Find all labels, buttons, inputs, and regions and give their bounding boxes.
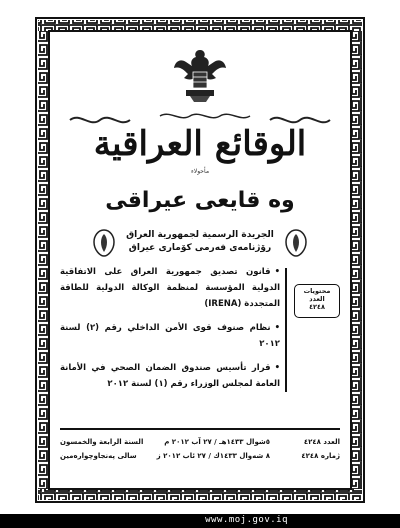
footer-divider (60, 428, 340, 430)
gazette-title-kurdish: وه قايعى عيراقى (105, 188, 295, 213)
contents-label-issue: العدد (309, 295, 325, 303)
contents-item: •قانون تصديق جمهورية العراق على الاتفاقية الدولية المؤسسة لمنظمة الوكالة الدولية للطاقة المتجددة (IRENA) (60, 264, 280, 312)
left-medallion-icon (90, 228, 118, 258)
bullet-icon: • (274, 267, 280, 277)
contents-item: •نظام صنوف قوى الأمن الداخلي رقم (٢) لسنة ٢٠١٢ (60, 320, 280, 352)
bullet-icon: • (274, 323, 281, 333)
issue-year-ku: سالی پەنجاوچوارەمین (60, 452, 137, 460)
source-url-bar (0, 514, 400, 528)
iraq-eagle-emblem-icon (172, 44, 228, 106)
subtitle-kurdish: رۆژنامەی فەرمی کۆماری عیراق (128, 243, 272, 253)
issue-number-ku: ژمارە ٤٢٤٨ (301, 452, 340, 460)
contents-item: •قرار تأسيس صندوق الضمان الصحي في الأمانة العامة لمجلس الوزراء رقم (١) لسنة ٢٠١٢ (60, 360, 280, 392)
contents-list (60, 264, 280, 396)
issue-year-ar: السنة الرابعة والخمسون (60, 438, 144, 446)
issue-number-ar: العدد ٤٢٤٨ (303, 438, 340, 446)
contents-label-title: محتويات (303, 287, 331, 295)
title-signature: مأحولاء (190, 168, 210, 175)
bullet-icon: • (274, 363, 280, 373)
gazette-title-arabic: الوقائع العراقية (93, 124, 307, 164)
subtitle-arabic: الجريدة الرسمية لجمهورية العراق (126, 230, 274, 240)
issue-date-ku: ٨ شەوال ١٤٣٣ك / ٢٧ ئاب ٢٠١٢ ز (156, 452, 270, 460)
contents-label-number: ٤٢٤٨ (309, 303, 325, 311)
contents-label-box (294, 284, 340, 318)
issue-date-ar: ٥شوال ١٤٣٣هـ / ٢٧ آب ٢٠١٢ م (164, 438, 270, 446)
contents-divider (285, 268, 287, 392)
right-medallion-icon (282, 228, 310, 258)
source-url: www.moj.gov.iq (205, 515, 288, 525)
